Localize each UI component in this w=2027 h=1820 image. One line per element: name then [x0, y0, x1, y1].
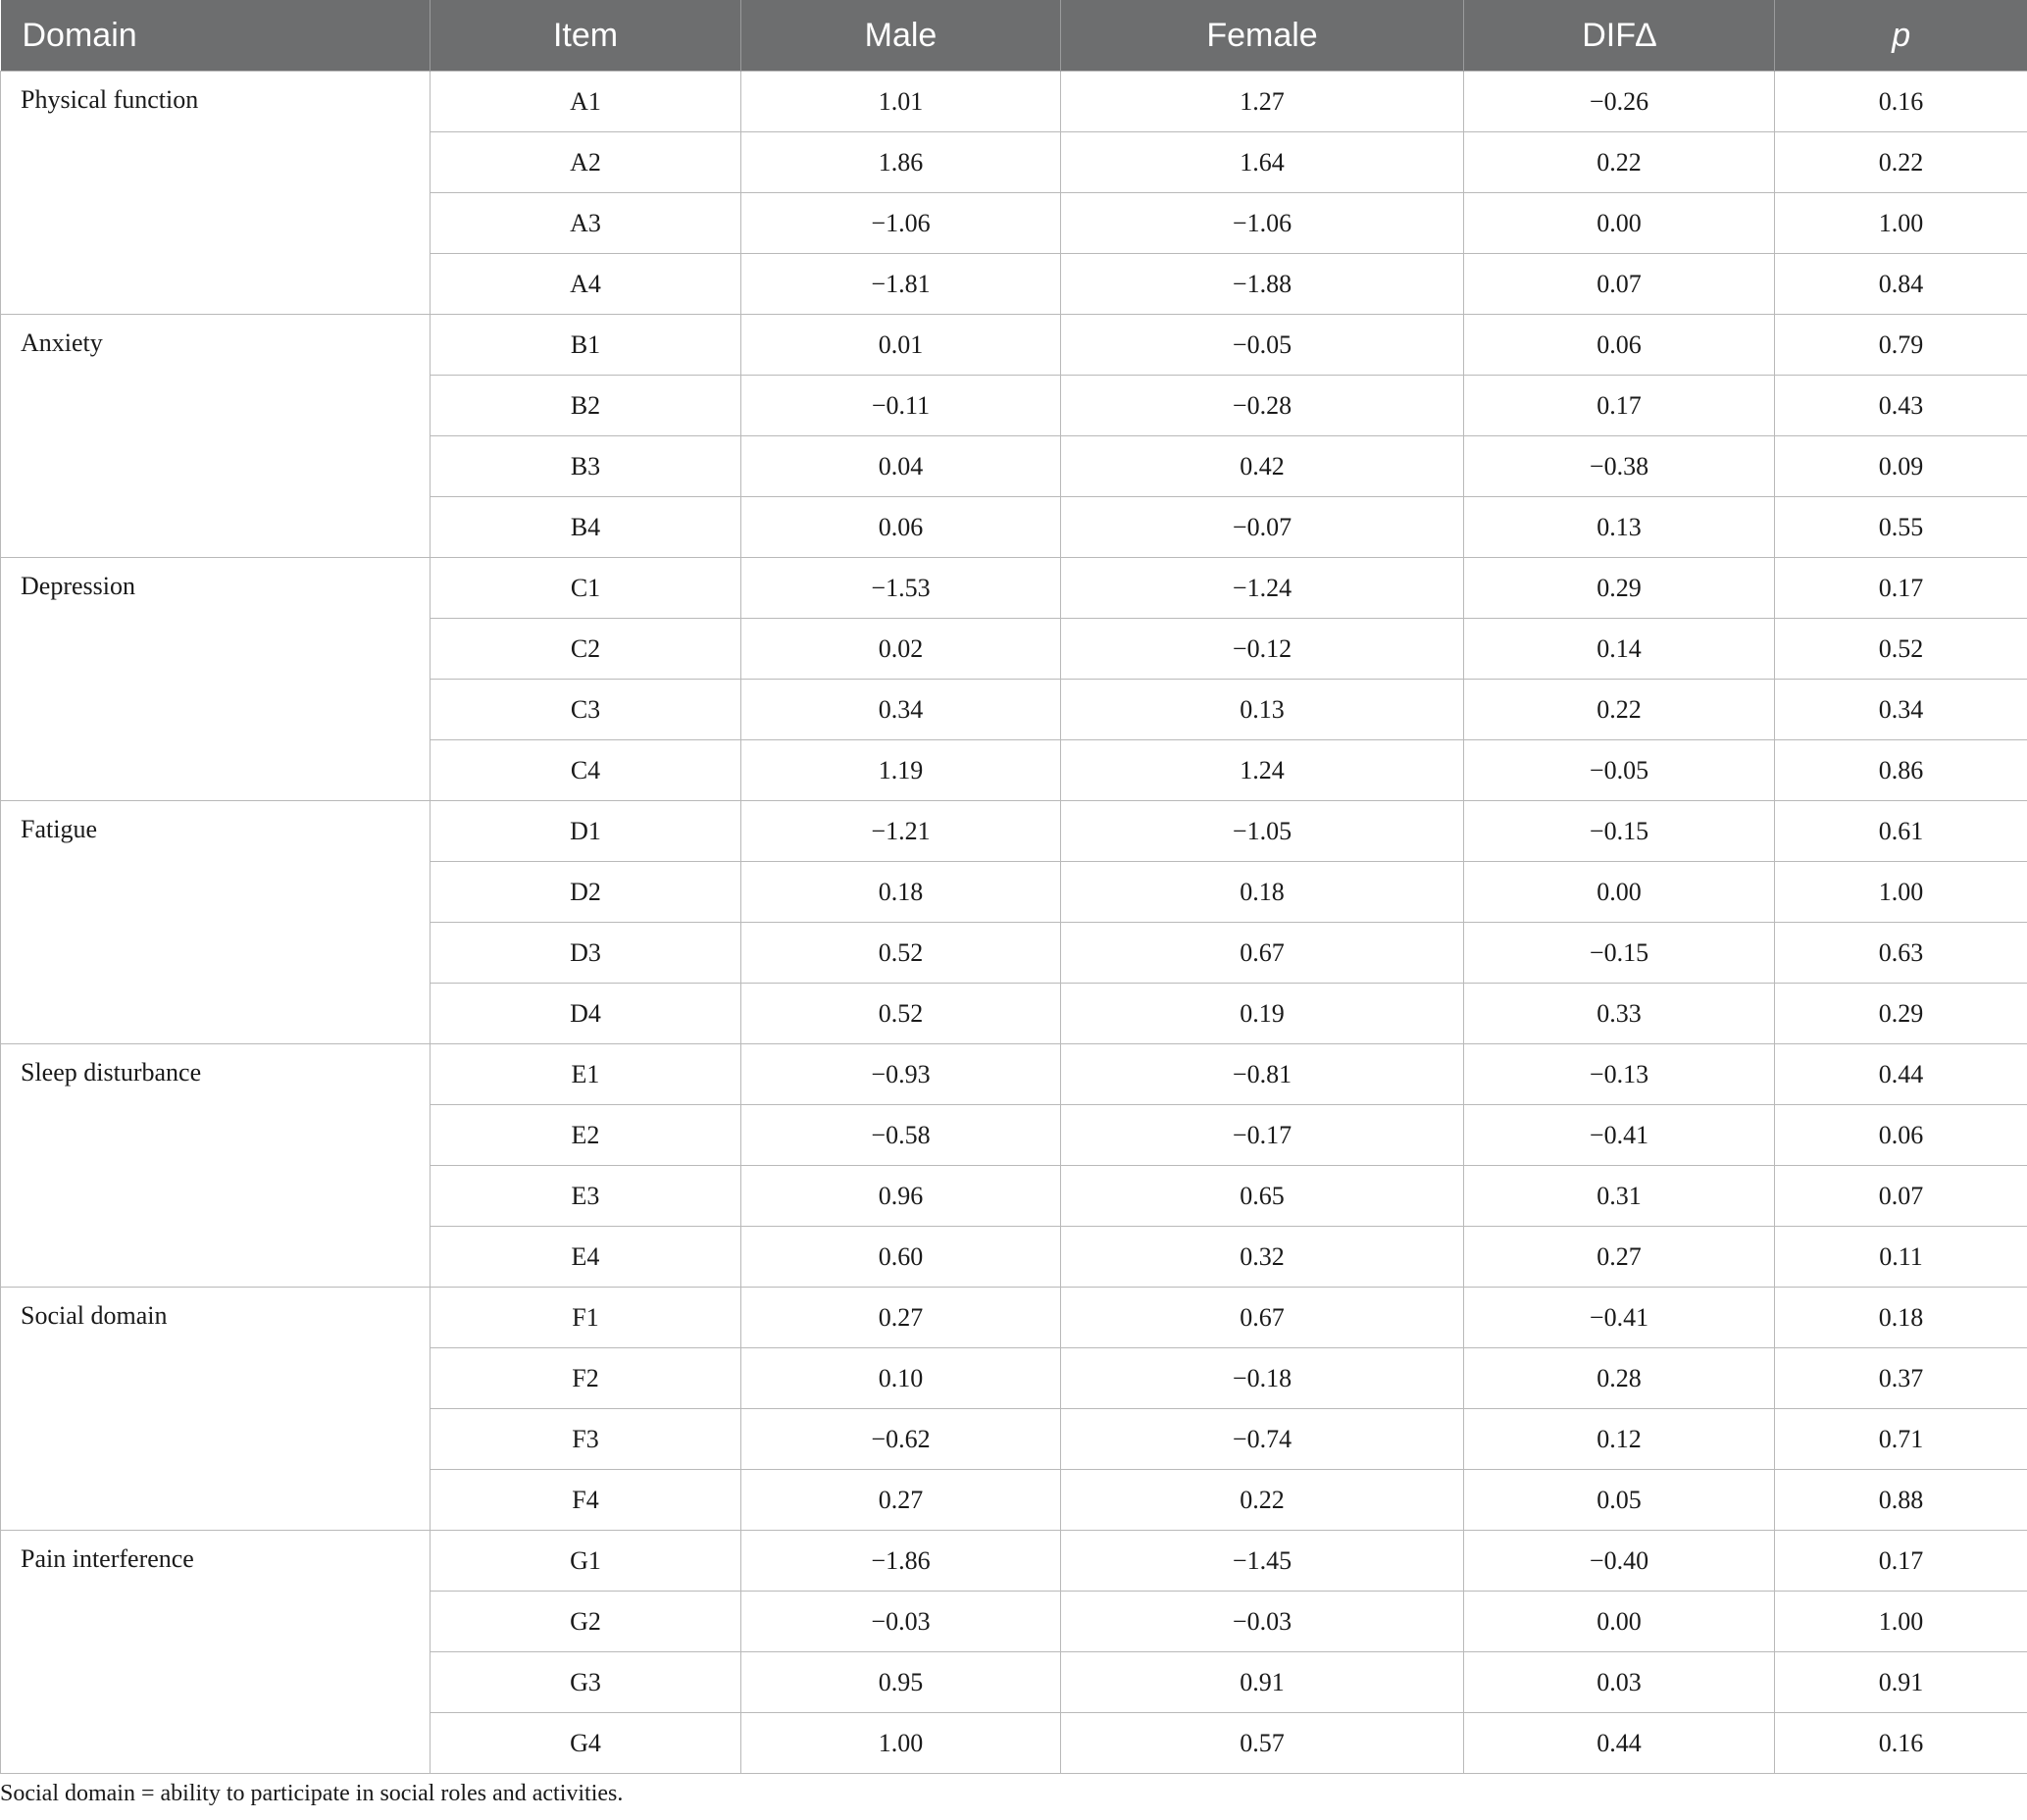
female-cell: −0.81 — [1061, 1044, 1464, 1105]
male-cell: 0.95 — [741, 1652, 1061, 1713]
dif-cell: 0.00 — [1464, 1592, 1775, 1652]
dif-cell: 0.17 — [1464, 376, 1775, 436]
female-cell: −1.06 — [1061, 193, 1464, 254]
dif-cell: 0.22 — [1464, 132, 1775, 193]
female-cell: 0.57 — [1061, 1713, 1464, 1774]
domain-cell: Depression — [1, 558, 431, 801]
item-cell: F1 — [431, 1288, 741, 1348]
p-cell: 0.91 — [1775, 1652, 2027, 1713]
p-cell: 0.55 — [1775, 497, 2027, 558]
table-body — [1, 72, 2027, 1774]
p-cell: 0.17 — [1775, 1531, 2027, 1592]
p-cell: 0.52 — [1775, 619, 2027, 680]
item-cell: B2 — [431, 376, 741, 436]
p-cell: 0.44 — [1775, 1044, 2027, 1105]
male-cell: −0.03 — [741, 1592, 1061, 1652]
dif-cell: 0.28 — [1464, 1348, 1775, 1409]
p-cell: 1.00 — [1775, 862, 2027, 923]
header-row — [1, 0, 2027, 72]
p-cell: 1.00 — [1775, 193, 2027, 254]
dif-cell: 0.05 — [1464, 1470, 1775, 1531]
female-cell: 0.67 — [1061, 1288, 1464, 1348]
male-cell: 0.10 — [741, 1348, 1061, 1409]
female-cell: −1.24 — [1061, 558, 1464, 619]
male-cell: −1.81 — [741, 254, 1061, 315]
dif-cell: −0.13 — [1464, 1044, 1775, 1105]
male-cell: 0.52 — [741, 984, 1061, 1044]
female-cell: −0.12 — [1061, 619, 1464, 680]
header-female: Female — [1061, 0, 1464, 72]
item-cell: A1 — [431, 72, 741, 132]
item-cell: E3 — [431, 1166, 741, 1227]
table-row — [1, 1531, 2027, 1592]
female-cell: −0.17 — [1061, 1105, 1464, 1166]
male-cell: 0.02 — [741, 619, 1061, 680]
dif-cell: 0.22 — [1464, 680, 1775, 740]
dif-cell: −0.05 — [1464, 740, 1775, 801]
p-cell: 0.79 — [1775, 315, 2027, 376]
dif-cell: −0.40 — [1464, 1531, 1775, 1592]
item-cell: A4 — [431, 254, 741, 315]
p-cell: 0.88 — [1775, 1470, 2027, 1531]
table-footnote: Social domain = ability to participate in social roles and activities. — [0, 1781, 624, 1806]
female-cell: 1.27 — [1061, 72, 1464, 132]
dif-cell: 0.13 — [1464, 497, 1775, 558]
domain-cell: Social domain — [1, 1288, 431, 1531]
p-cell: 0.16 — [1775, 1713, 2027, 1774]
item-cell: D4 — [431, 984, 741, 1044]
domain-cell: Physical function — [1, 72, 431, 315]
p-cell: 0.17 — [1775, 558, 2027, 619]
male-cell: 1.19 — [741, 740, 1061, 801]
dif-cell: 0.03 — [1464, 1652, 1775, 1713]
male-cell: 0.06 — [741, 497, 1061, 558]
dif-cell: 0.12 — [1464, 1409, 1775, 1470]
domain-cell: Sleep disturbance — [1, 1044, 431, 1288]
p-cell: 0.61 — [1775, 801, 2027, 862]
dif-cell: −0.15 — [1464, 801, 1775, 862]
female-cell: 0.18 — [1061, 862, 1464, 923]
male-cell: 1.00 — [741, 1713, 1061, 1774]
table-row — [1, 1044, 2027, 1105]
male-cell: 0.96 — [741, 1166, 1061, 1227]
male-cell: −1.86 — [741, 1531, 1061, 1592]
item-cell: A3 — [431, 193, 741, 254]
p-cell: 0.34 — [1775, 680, 2027, 740]
dif-cell: 0.33 — [1464, 984, 1775, 1044]
item-cell: E1 — [431, 1044, 741, 1105]
item-cell: D3 — [431, 923, 741, 984]
male-cell: 0.52 — [741, 923, 1061, 984]
dif-cell: 0.06 — [1464, 315, 1775, 376]
item-cell: G4 — [431, 1713, 741, 1774]
item-cell: A2 — [431, 132, 741, 193]
item-cell: G2 — [431, 1592, 741, 1652]
male-cell: 0.27 — [741, 1470, 1061, 1531]
p-cell: 0.43 — [1775, 376, 2027, 436]
dif-cell: −0.38 — [1464, 436, 1775, 497]
header-domain: Domain — [1, 0, 431, 72]
dif-cell: 0.14 — [1464, 619, 1775, 680]
header-p: p — [1775, 0, 2027, 72]
p-cell: 0.37 — [1775, 1348, 2027, 1409]
male-cell: 1.01 — [741, 72, 1061, 132]
item-cell: G1 — [431, 1531, 741, 1592]
item-cell: C1 — [431, 558, 741, 619]
female-cell: −0.05 — [1061, 315, 1464, 376]
item-cell: E4 — [431, 1227, 741, 1288]
dif-cell: 0.07 — [1464, 254, 1775, 315]
p-cell: 0.16 — [1775, 72, 2027, 132]
male-cell: 0.18 — [741, 862, 1061, 923]
male-cell: −1.53 — [741, 558, 1061, 619]
dif-cell: 0.00 — [1464, 862, 1775, 923]
male-cell: −0.62 — [741, 1409, 1061, 1470]
female-cell: 1.24 — [1061, 740, 1464, 801]
table-row — [1, 558, 2027, 619]
dif-cell: −0.41 — [1464, 1105, 1775, 1166]
dif-cell: −0.15 — [1464, 923, 1775, 984]
dif-cell: −0.26 — [1464, 72, 1775, 132]
p-cell: 0.09 — [1775, 436, 2027, 497]
male-cell: 0.04 — [741, 436, 1061, 497]
female-cell: 0.32 — [1061, 1227, 1464, 1288]
female-cell: 0.91 — [1061, 1652, 1464, 1713]
female-cell: 1.64 — [1061, 132, 1464, 193]
female-cell: 0.22 — [1061, 1470, 1464, 1531]
female-cell: 0.65 — [1061, 1166, 1464, 1227]
domain-cell: Pain interference — [1, 1531, 431, 1774]
item-cell: B1 — [431, 315, 741, 376]
p-cell: 0.18 — [1775, 1288, 2027, 1348]
female-cell: −1.88 — [1061, 254, 1464, 315]
female-cell: −0.18 — [1061, 1348, 1464, 1409]
female-cell: 0.42 — [1061, 436, 1464, 497]
male-cell: −0.93 — [741, 1044, 1061, 1105]
female-cell: 0.13 — [1061, 680, 1464, 740]
header-item: Item — [431, 0, 741, 72]
table-header — [1, 0, 2027, 72]
dif-cell: 0.29 — [1464, 558, 1775, 619]
header-dif: DIF∆ — [1464, 0, 1775, 72]
table-row — [1, 72, 2027, 132]
female-cell: −0.28 — [1061, 376, 1464, 436]
item-cell: D2 — [431, 862, 741, 923]
female-cell: −1.45 — [1061, 1531, 1464, 1592]
item-cell: F2 — [431, 1348, 741, 1409]
male-cell: −1.06 — [741, 193, 1061, 254]
p-cell: 0.84 — [1775, 254, 2027, 315]
domain-cell: Fatigue — [1, 801, 431, 1044]
p-cell: 0.11 — [1775, 1227, 2027, 1288]
male-cell: −1.21 — [741, 801, 1061, 862]
domain-cell: Anxiety — [1, 315, 431, 558]
p-cell: 0.22 — [1775, 132, 2027, 193]
female-cell: 0.19 — [1061, 984, 1464, 1044]
dif-cell: 0.00 — [1464, 193, 1775, 254]
item-cell: G3 — [431, 1652, 741, 1713]
item-cell: D1 — [431, 801, 741, 862]
p-cell: 0.86 — [1775, 740, 2027, 801]
female-cell: 0.67 — [1061, 923, 1464, 984]
item-cell: B3 — [431, 436, 741, 497]
table-row — [1, 801, 2027, 862]
male-cell: 0.34 — [741, 680, 1061, 740]
p-cell: 0.71 — [1775, 1409, 2027, 1470]
p-cell: 0.06 — [1775, 1105, 2027, 1166]
p-cell: 1.00 — [1775, 1592, 2027, 1652]
dif-cell: 0.31 — [1464, 1166, 1775, 1227]
p-cell: 0.63 — [1775, 923, 2027, 984]
dif-cell: −0.41 — [1464, 1288, 1775, 1348]
item-cell: F4 — [431, 1470, 741, 1531]
male-cell: −0.11 — [741, 376, 1061, 436]
p-cell: 0.29 — [1775, 984, 2027, 1044]
item-cell: F3 — [431, 1409, 741, 1470]
dif-cell: 0.44 — [1464, 1713, 1775, 1774]
header-male: Male — [741, 0, 1061, 72]
female-cell: −0.03 — [1061, 1592, 1464, 1652]
female-cell: −0.74 — [1061, 1409, 1464, 1470]
male-cell: −0.58 — [741, 1105, 1061, 1166]
female-cell: −1.05 — [1061, 801, 1464, 862]
table-row — [1, 1288, 2027, 1348]
male-cell: 1.86 — [741, 132, 1061, 193]
male-cell: 0.27 — [741, 1288, 1061, 1348]
p-cell: 0.07 — [1775, 1166, 2027, 1227]
male-cell: 0.60 — [741, 1227, 1061, 1288]
item-cell: C4 — [431, 740, 741, 801]
item-cell: E2 — [431, 1105, 741, 1166]
female-cell: −0.07 — [1061, 497, 1464, 558]
dif-cell: 0.27 — [1464, 1227, 1775, 1288]
table-row — [1, 315, 2027, 376]
item-cell: B4 — [431, 497, 741, 558]
item-cell: C2 — [431, 619, 741, 680]
male-cell: 0.01 — [741, 315, 1061, 376]
item-cell: C3 — [431, 680, 741, 740]
